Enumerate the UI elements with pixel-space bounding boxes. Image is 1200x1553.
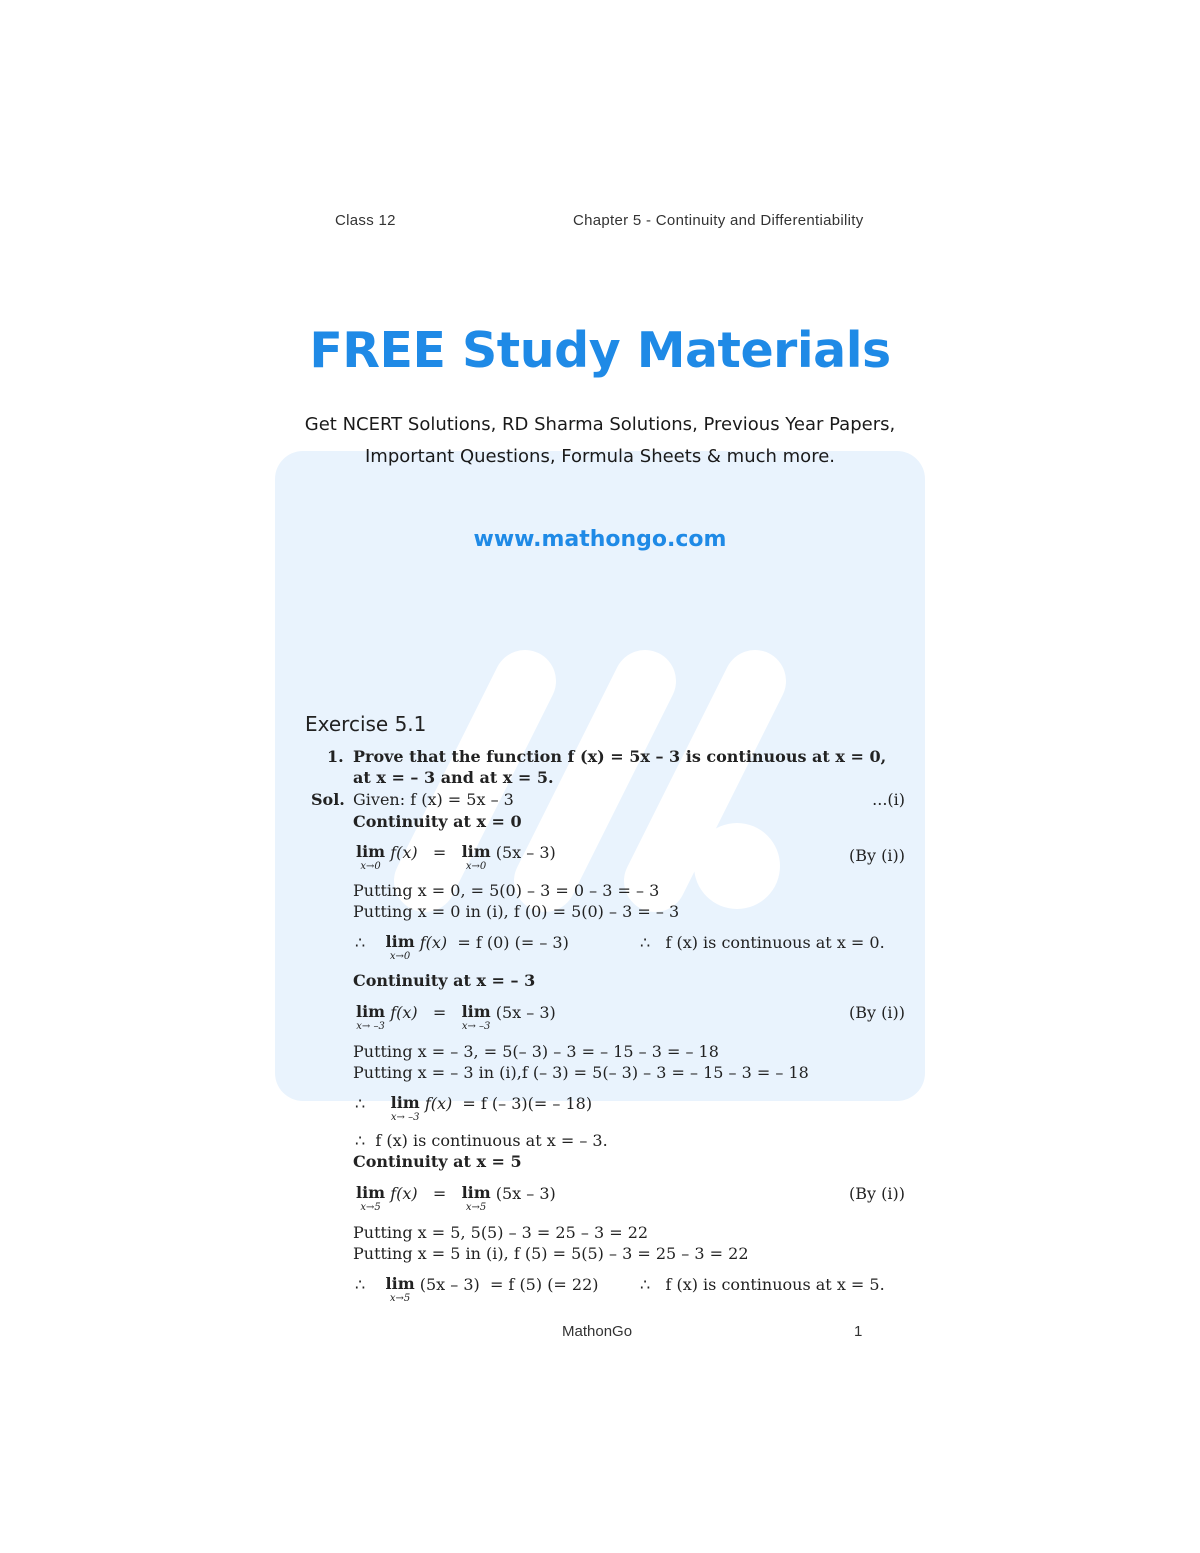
continuity-heading-x0: Continuity at x = 0 (353, 812, 522, 831)
putting-line: Putting x = 0, = 5(0) – 3 = 0 – 3 = – 3 (353, 881, 660, 900)
lim-lhs: f(x) (390, 843, 418, 862)
footer-brand: MathonGo (562, 1323, 633, 1340)
putting-line: Putting x = 5, 5(5) – 3 = 25 – 3 = 22 (353, 1223, 649, 1242)
limit-equation-xm3: lim x→ –3 f(x) = lim x→ –3 (5x – 3) (356, 1002, 556, 1032)
solution-label: Sol. (311, 790, 345, 809)
given-statement: Given: f (x) = 5x – 3 (353, 790, 514, 809)
putting-line: Putting x = – 3 in (i),f (– 3) = 5(– 3) – 3 = – 15 – 3 = – 18 (353, 1063, 809, 1082)
lim-operator: lim x→0 (356, 842, 386, 872)
question-number: 1. (327, 747, 344, 766)
limit-equation-x0 (356, 843, 556, 873)
question-line-2: at x = – 3 and at x = 5. (353, 768, 554, 787)
promo-line-1: Get NCERT Solutions, RD Sharma Solutions, Previous Year Papers, (304, 414, 896, 435)
lim-operator: lim x→0 (461, 842, 491, 872)
continuous-statement-x5: ∴ f (x) is continuous at x = 5. (640, 1275, 885, 1294)
exercise-heading: Exercise 5.1 (305, 712, 427, 736)
limit-equation-x5: lim x→5 f(x) = lim x→5 (5x – 3) (356, 1183, 556, 1213)
continuity-heading-x5: Continuity at x = 5 (353, 1152, 522, 1171)
putting-line: Putting x = 0 in (i), f (0) = 5(0) – 3 = – 3 (353, 902, 680, 921)
promo-line-2: Important Questions, Formula Sheets & much more. (364, 446, 835, 467)
promo-title: FREE Study Materials (309, 322, 891, 379)
header-class: Class 12 (335, 212, 396, 229)
by-i-tag: (By (i)) (849, 1184, 905, 1203)
question-line-1: Prove that the function f (x) = 5x – 3 is continuous at x = 0, (353, 747, 887, 766)
putting-line: Putting x = – 3, = 5(– 3) – 3 = – 15 – 3 = – 18 (353, 1042, 719, 1061)
continuity-heading-xm3: Continuity at x = – 3 (353, 971, 536, 990)
conclusion-xm3: ∴ lim x→ –3 f(x) = f (– 3)(= – 18) (355, 1093, 593, 1123)
by-i-tag: (By (i)) (849, 1003, 905, 1022)
continuous-statement-xm3: ∴ f (x) is continuous at x = – 3. (355, 1131, 608, 1150)
continuous-statement-x0: ∴ f (x) is continuous at x = 0. (640, 933, 885, 952)
promo-url-link[interactable]: www.mathongo.com (473, 527, 727, 552)
lim-rhs: (5x – 3) (495, 843, 556, 862)
given-tag: ...(i) (872, 790, 905, 809)
page-number: 1 (854, 1323, 863, 1340)
by-i-tag: (By (i)) (849, 846, 905, 865)
header-chapter: Chapter 5 - Continuity and Differentiability (573, 212, 864, 229)
conclusion-x5: ∴ lim x→5 (5x – 3) = f (5) (= 22) (355, 1274, 599, 1304)
conclusion-x0: ∴ lim x→0 f(x) = f (0) (= – 3) (355, 932, 569, 962)
putting-line: Putting x = 5 in (i), f (5) = 5(5) – 3 = 25 – 3 = 22 (353, 1244, 749, 1263)
equals-sign: = (432, 843, 447, 862)
